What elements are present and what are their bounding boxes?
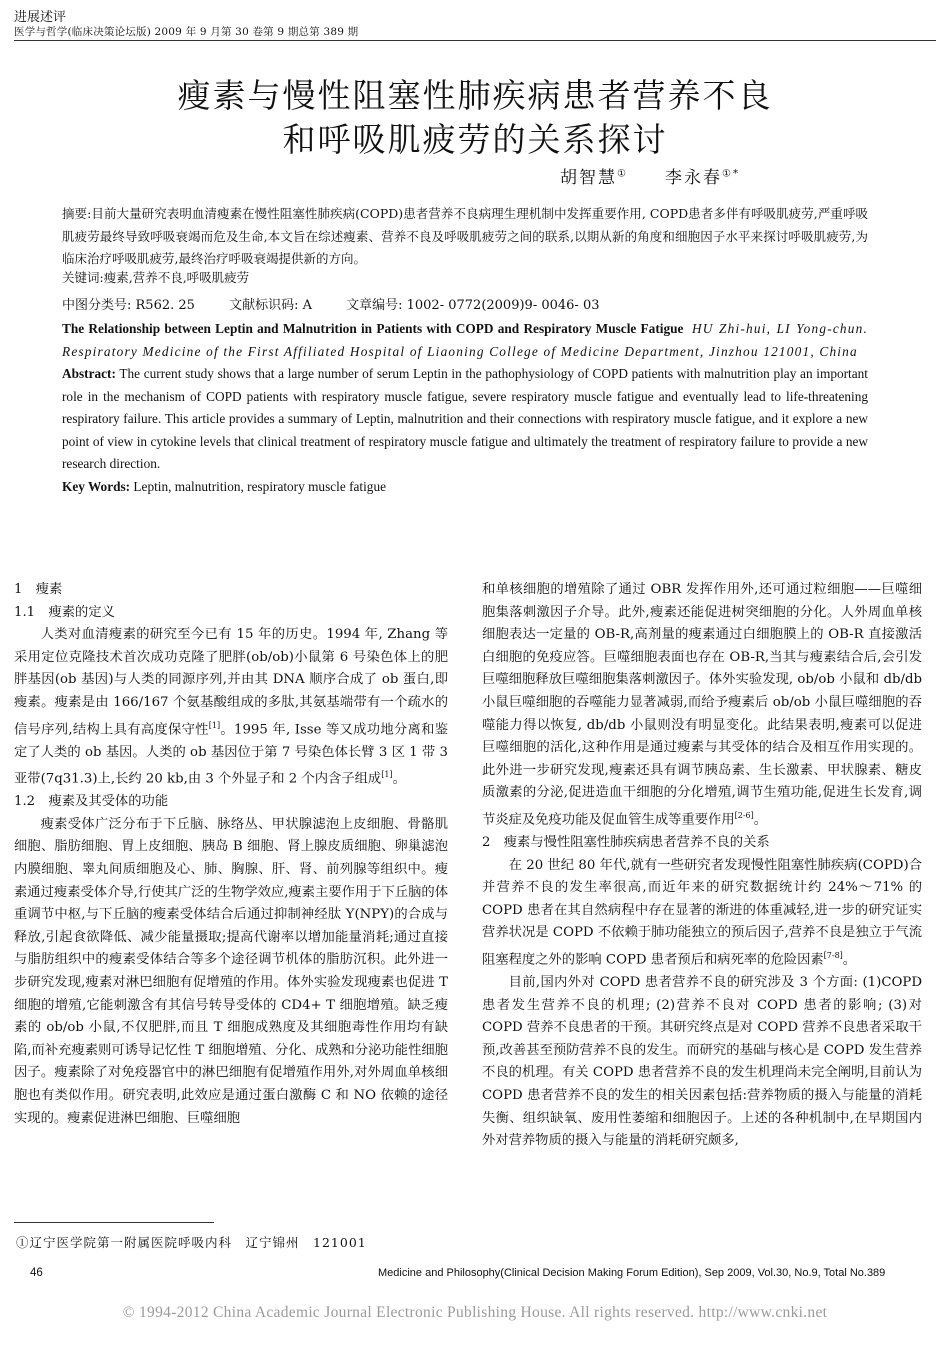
author-affiliation-mark: ①* bbox=[722, 168, 740, 180]
subsection-heading: 1.1 瘦素的定义 bbox=[14, 604, 115, 620]
paragraph-text: 和单核细胞的增殖除了通过 OBR 发挥作用外,还可通过粒细胞——巨噬细胞集落刺激因子介导。此外,瘦素还能促进树突细胞的分化。人外周血单核细胞表达一定量的 OB-R,高剂量的瘦素通过白细胞膜上的 OB-R 直接激活白细胞的免疫应答。巨噬细胞表面也存在 OB-R,当其与瘦素结合后,会引发巨噬细胞释放巨噬细胞集落刺激因子。体外实验发现, ob/ob 小鼠和 db/db 小鼠巨噬细胞的吞噬能力显著减弱,而给予瘦素后 ob/ob 小鼠巨噬细胞的吞噬能力得以恢复, db/db 小鼠则没有明显变化。此结果表明,瘦素可以促进巨噬细胞的活化,这种作用是通过瘦素与其受体的结合及相互作用实现的。此外进一步研究发现,瘦素还具有调节胰岛素、生长激素、甲状腺素、糖皮质激素的分泌,促进造血干细胞的分化增殖,调节生殖功能,促进生长发育,调节炎症及免疫功能及促血管生成等重要作用 bbox=[482, 582, 922, 828]
keywords-text: 瘦素,营养不良,呼吸肌疲劳 bbox=[103, 270, 250, 285]
english-keywords-label: Key Words: bbox=[62, 478, 131, 494]
footer-citation: Medicine and Philosophy(Clinical Decision Making Forum Edition), Sep 2009, Vol.30, No.9, Total No.389 bbox=[378, 1267, 886, 1279]
article-number: 文章编号: 1002- 0772(2009)9- 0046- 03 bbox=[346, 298, 600, 313]
paragraph: 瘦素受体广泛分布于下丘脑、脉络丛、甲状腺滤泡上皮细胞、骨骼肌细胞、脂肪细胞、胃上皮细胞、胰岛 B 细胞、肾上腺皮质细胞、卵巢滤泡内膜细胞、睾丸间质细胞及心、肺、胸腺、肝、肾、前列腺等组织中。瘦素通过瘦素受体介导,行使其广泛的生物学效应,瘦素主要作用于下丘脑的体重调节中枢,与下丘脑的瘦素受体结合后通过抑制神经肽 Y(NPY)的合成与释放,引起食欲降低、减少能量摄取;提高代谢率以增加能量消耗;通过直接与脂肪组织中的瘦素受体结合等多个途径调节机体的脂肪沉积。此外进一步研究发现,瘦素对淋巴细胞有促增殖的作用。体外实验发现瘦素也促进 T 细胞的增殖,它能刺激含有其信号转导受体的 CD4+ T 细胞增殖。缺乏瘦素的 ob/ob 小鼠,不仅肥胖,而且 T 细胞成熟度及其细胞毒性作用均有缺陷,而补充瘦素则可诱导记忆性 T 细胞增殖、分化、成熟和分泌功能性细胞因子。瘦素除了对免疫器官中的淋巴细胞有促增殖作用外,对外周血单核细胞也有类似作用。研究表明,此效应是通过蛋白激酶 C 和 NO 依赖的途径实现的。瘦素促进淋巴细胞、巨噬细胞 bbox=[14, 816, 448, 1126]
paragraph: 目前,国内外对 COPD 患者营养不良的研究涉及 3 个方面: (1)COPD 患者发生营养不良的机理; (2)营养不良对 COPD 患者的影响; (3)对 COPD 营养不良患者的干预。其研究终点是对 COPD 营养不良患者采取干预,改善甚至预防营养不良的发生。而研究的基础与核心是 COPD 发生营养不良的机理。有关 COPD 患者营养不良的发生机理尚未完全阐明,目前认为 COPD 患者营养不良的发生的相关因素包括:营养物质的摄入与能量的消耗失衡、组织缺氧、废用性萎缩和细胞因子。上述的各种机制中,在早期国内外对营养物质的摄入与能量的消耗研究颇多, bbox=[482, 974, 922, 1149]
section-label: 进展述评 bbox=[14, 10, 67, 25]
english-abstract-block bbox=[62, 318, 868, 498]
body-column-right bbox=[482, 579, 922, 1153]
english-keywords-text: Leptin, malnutrition, respiratory muscle fatigue bbox=[133, 478, 386, 494]
citation: [1] bbox=[208, 720, 221, 730]
section-heading: 2 瘦素与慢性阻塞性肺疾病患者营养不良的关系 bbox=[482, 834, 770, 850]
citation: [1] bbox=[381, 770, 393, 780]
footnote-divider bbox=[14, 1222, 214, 1223]
paragraph-text: 。1995 年, Isse 等又成功地分离和鉴定了人类的 ob 基因。人类的 ob 基因位于第 7 号染色体长臂 3 区 1 带 3 亚带(7q31.3)上,长约 20 kb,由 3 个外显子和 2 个内含子组成 bbox=[14, 721, 449, 787]
citation: [7-8] bbox=[823, 950, 843, 960]
journal-header: 医学与哲学(临床决策论坛版) 2009 年 9 月第 30 卷第 9 期总第 389 期 bbox=[14, 26, 359, 38]
subsection-heading: 1.2 瘦素及其受体的功能 bbox=[14, 794, 169, 810]
keywords-chinese bbox=[62, 268, 249, 286]
page-number: 46 bbox=[30, 1267, 43, 1279]
article-title-line2: 和呼吸肌疲劳的关系探讨 bbox=[282, 120, 668, 159]
paragraph-text: 。 bbox=[392, 771, 406, 787]
body-column-left bbox=[14, 579, 448, 1130]
paragraph-text: 在 20 世纪 80 年代,就有一些研究者发现慢性阻塞性肺疾病(COPD)合并营养不良的发生率很高,而近年来的研究数据统计约 24%～71% 的 COPD 患者在其自然病程中存在显著的渐进的体重减轻,进一步的研究证实营养状况是 COPD 不依赖于肺功能独立的预后因子,营养不良是独立于气流阻塞程度之外的影响 COPD 患者预后和病死率的危险因素 bbox=[482, 857, 922, 968]
paragraph bbox=[14, 624, 448, 791]
english-abstract-label: Abstract: bbox=[62, 366, 116, 381]
author-affiliation-mark: ① bbox=[617, 168, 628, 180]
abstract-label: 摘要: bbox=[62, 206, 92, 221]
article-title-line1: 瘦素与慢性阻塞性肺疾病患者营养不良 bbox=[177, 76, 773, 115]
clc-number: 中图分类号: R562. 25 bbox=[62, 298, 195, 313]
header-divider bbox=[14, 40, 936, 41]
footnote: ①辽宁医学院第一附属医院呼吸内科 辽宁锦州 121001 bbox=[16, 1235, 367, 1250]
english-affiliation: HU Zhi-hui, LI Yong-chun. Respiratory Medicine of the First Affiliated Hospital of Liaoning College of Medicine Department, Jinzhou 121001, China bbox=[62, 321, 868, 359]
author-name: 胡智慧 bbox=[560, 168, 617, 188]
section-heading: 1 瘦素 bbox=[14, 582, 63, 597]
author-line bbox=[560, 163, 740, 188]
english-title: The Relationship between Leptin and Malnutrition in Patients with COPD and Respiratory Muscle Fatigue bbox=[62, 321, 684, 336]
classification-line bbox=[62, 294, 630, 313]
document-code: 文献标识码: A bbox=[229, 298, 312, 313]
abstract-text: 目前大量研究表明血清瘦素在慢性阻塞性肺疾病(COPD)患者营养不良病理生理机制中发挥重要作用, COPD患者多伴有呼吸肌疲劳,严重呼吸肌疲劳最终导致呼吸衰竭而危及生命,本文旨在综述瘦素、营养不良及呼吸肌疲劳之间的联系,以期从新的角度和细胞因子水平来探讨呼吸肌疲劳,为临床治疗呼吸肌疲劳,最终治疗呼吸衰竭提供新的方向。 bbox=[62, 206, 868, 266]
paragraph-text: 。 bbox=[842, 952, 857, 968]
author-name: 李永春 bbox=[665, 168, 722, 188]
paragraph-text: 人类对血清瘦素的研究至今已有 15 年的历史。1994 年, Zhang 等采用定位克隆技术首次成功克隆了肥胖(ob/ob)小鼠第 6 号染色体上的肥胖基因(ob 基因)与人类的同源序列,并由其 DNA 顺序合成了 ob 蛋白,即瘦素。瘦素是由 166/167 个氨基酸组成的多肽,其氨基端带有一个疏水的信号序列,结构上具有高度保守性 bbox=[14, 627, 448, 737]
copyright-notice: © 1994-2012 China Academic Journal Electronic Publishing House. All rights reserved. http://www.cnki.net bbox=[122, 1304, 828, 1321]
paragraph bbox=[482, 579, 922, 832]
citation: [2-6] bbox=[734, 810, 754, 820]
english-abstract-text: The current study shows that a large number of serum Leptin in the pathophysiology of COPD patients with malnutrition play an important role in the mechanism of COPD patients with respiratory muscle fatigue, severe respiratory muscle fatigue and eventually lead to life-threatening respiratory failure. This article provides a summary of Leptin, malnutrition and their connections with respiratory muscle fatigue, and it explore a new point of view in cytokine levels that clinical treatment of respiratory muscle fatigue and ultimately the treatment of respiratory failure to provide a new research direction. bbox=[62, 366, 868, 471]
abstract-chinese bbox=[62, 203, 868, 271]
paragraph bbox=[482, 855, 922, 972]
paragraph-text: 。 bbox=[753, 812, 768, 828]
keywords-label: 关键词: bbox=[62, 270, 104, 285]
